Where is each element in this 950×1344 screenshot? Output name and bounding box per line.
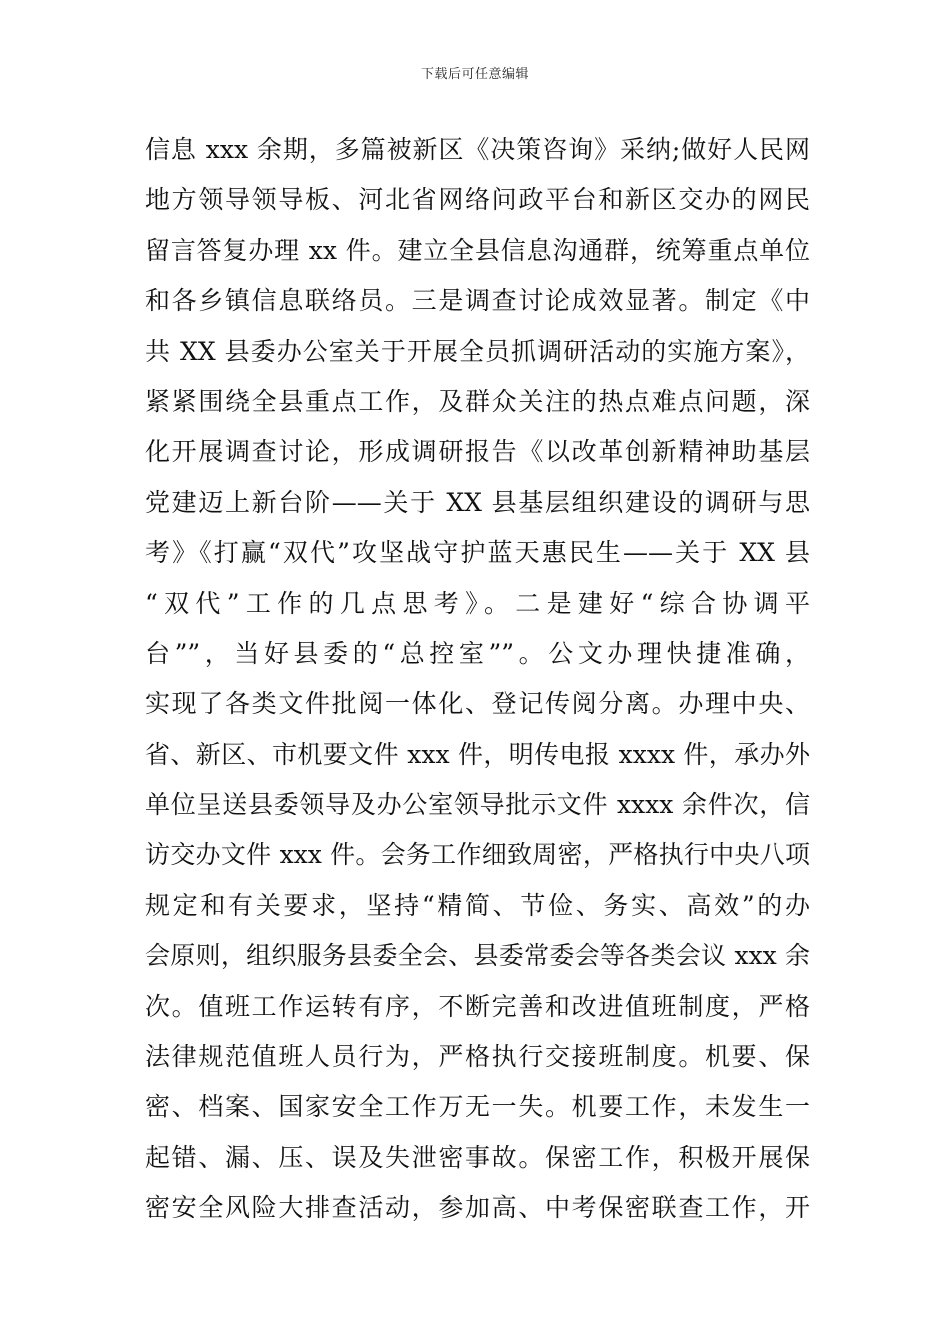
text-line: 次。值班工作运转有序，不断完善和改进值班制度，严格 — [145, 991, 810, 1021]
text-line: 信息 xxx 余期，多篇被新区《决策咨询》采纳;做好人民网 — [145, 135, 810, 164]
text-line: 规定和有关要求，坚持“精简、节俭、务实、高效”的办 — [145, 890, 810, 920]
document-body — [145, 125, 810, 1234]
text-line: “双代”工作的几点思考》。二是建好“综合协调平 — [145, 588, 810, 618]
text-line: 留言答复办理 xx 件。建立全县信息沟通群，统筹重点单位 — [145, 235, 810, 265]
text-line: 台””，当好县委的“总控室””。公文办理快捷准确， — [145, 638, 810, 668]
text-line: 密、档案、国家安全工作万无一失。机要工作，未发生一 — [145, 1092, 810, 1122]
text-line: 和各乡镇信息联络员。三是调查讨论成效显著。制定《中 — [145, 286, 810, 316]
text-line: 省、新区、市机要文件 xxx 件，明传电报 xxxx 件，承办外 — [145, 739, 810, 769]
text-line: 考》《打赢“双代”攻坚战守护蓝天惠民生——关于 XX 县 — [145, 538, 810, 568]
text-line: 实现了各类文件批阅一体化、登记传阅分离。办理中央、 — [145, 689, 810, 719]
text-line: 会原则，组织服务县委全会、县委常委会等各类会议 xxx 余 — [145, 941, 810, 971]
text-line: 地方领导领导板、河北省网络问政平台和新区交办的网民 — [145, 185, 810, 215]
text-line: 化开展调查讨论，形成调研报告《以改革创新精神助基层 — [145, 437, 810, 467]
text-line: 紧紧围绕全县重点工作，及群众关注的热点难点问题，深 — [145, 386, 810, 416]
text-line: 访交办文件 xxx 件。会务工作细致周密，严格执行中央八项 — [145, 840, 810, 870]
text-line: 法律规范值班人员行为，严格执行交接班制度。机要、保 — [145, 1042, 810, 1072]
text-line: 起错、漏、压、误及失泄密事故。保密工作，积极开展保 — [145, 1142, 810, 1172]
text-line: 密安全风险大排查活动，参加高、中考保密联查工作，开 — [145, 1193, 810, 1223]
page-header: 下载后可任意编辑 — [420, 67, 529, 82]
text-line: 共 XX 县委办公室关于开展全员抓调研活动的实施方案》， — [145, 336, 810, 366]
text-line: 党建迈上新台阶——关于 XX 县基层组织建设的调研与思 — [145, 487, 810, 517]
text-line: 单位呈送县委领导及办公室领导批示文件 xxxx 余件次，信 — [145, 790, 810, 820]
